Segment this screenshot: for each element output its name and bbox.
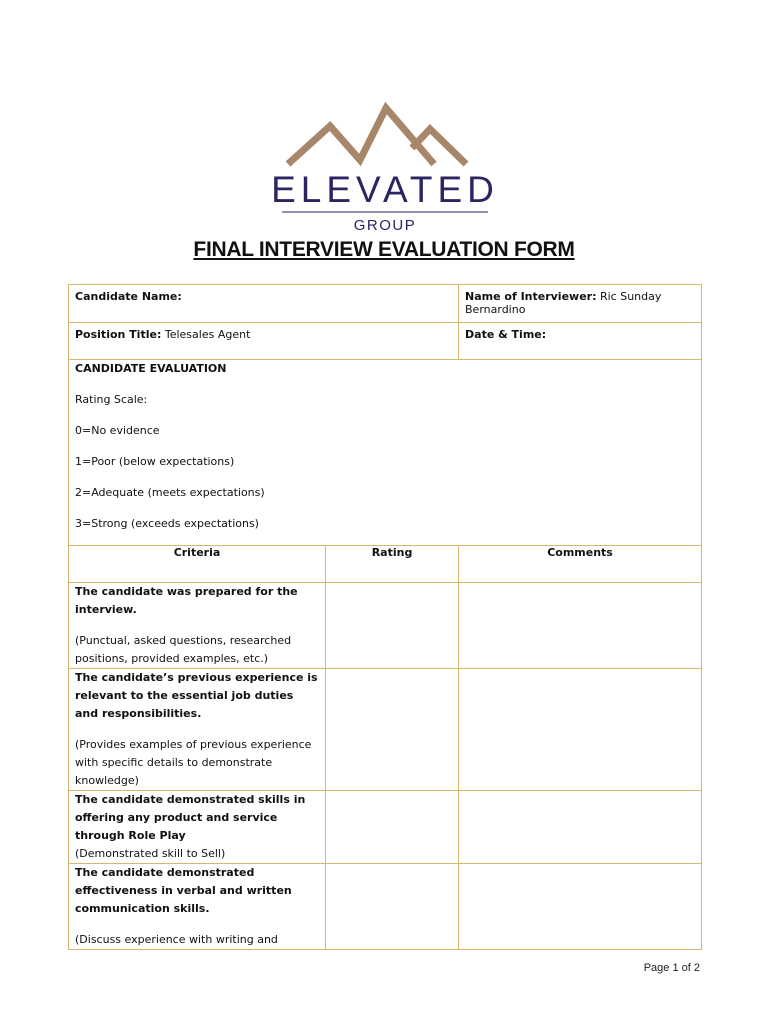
rating-scale-item: 3=Strong (exceeds expectations) [75,517,259,530]
logo-brand-text: ELEVATED [271,169,499,210]
criteria-detail: (Punctual, asked questions, researched positions, provided examples, etc.) [75,634,292,665]
criteria-row [69,669,702,791]
criteria-row [69,791,702,864]
criteria-column-header: Criteria [69,546,326,583]
rating-cell[interactable] [326,791,459,864]
position-title-label: Position Title: [75,328,162,341]
criteria-detail: (Demonstrated skill to Sell) [75,847,226,860]
evaluation-form-table [68,284,702,950]
comments-cell[interactable] [459,669,702,791]
info-row-2 [69,323,702,360]
interviewer-cell[interactable] [459,285,702,323]
position-title-cell[interactable] [69,323,459,360]
mountains-icon [288,108,466,164]
criteria-title: The candidate demonstrated skills in offering any product and service through Role Play [75,793,306,842]
page-number [644,962,700,974]
criteria-title: The candidate demonstrated effectiveness in verbal and written communication skills. [75,866,292,915]
criteria-row [69,864,702,950]
criteria-row [69,583,702,669]
interviewer-value: Ric Sunday Bernardino [465,290,662,316]
criteria-title: The candidate was prepared for the interview. [75,585,298,616]
candidate-evaluation-heading: CANDIDATE EVALUATION [75,362,227,375]
comments-column-header: Comments [459,546,702,583]
candidate-name-cell[interactable] [69,285,459,323]
info-row-1 [69,285,702,323]
criteria-cell [69,583,326,669]
criteria-detail: (Provides examples of previous experience with specific details to demonstrate knowledge) [75,738,312,787]
criteria-cell [69,669,326,791]
page-prefix: Page [643,962,673,974]
criteria-cell [69,864,326,950]
date-time-cell[interactable] [459,323,702,360]
criteria-cell [69,791,326,864]
rating-scale-item: 2=Adequate (meets expectations) [75,486,265,499]
page-total: 2 [693,962,700,974]
page-of: of [678,962,694,974]
criteria-header-row [69,546,702,583]
criteria-title: The candidate’s previous experience is relevant to the essential job duties and responsibilities. [75,671,318,720]
rating-cell[interactable] [326,583,459,669]
elevated-group-logo-graphic [268,96,500,238]
page-current: 1 [672,962,679,974]
rating-scale-label: Rating Scale: [75,393,148,406]
rating-cell[interactable] [326,669,459,791]
comments-cell[interactable] [459,864,702,950]
date-time-label: Date & Time: [465,328,547,341]
logo-subtitle-text: GROUP [353,217,417,234]
rating-cell[interactable] [326,864,459,950]
candidate-name-label: Candidate Name: [75,290,182,303]
rating-column-header: Rating [326,546,459,583]
rating-scale-item: 0=No evidence [75,424,160,437]
candidate-evaluation-cell [69,360,702,546]
comments-cell[interactable] [459,583,702,669]
criteria-detail: (Discuss experience with writing and [75,933,278,946]
company-logo [268,96,500,238]
rating-scale-item: 1=Poor (below expectations) [75,455,235,468]
form-title: FINAL INTERVIEW EVALUATION FORM [193,238,575,261]
interviewer-label: Name of Interviewer: [465,290,597,303]
comments-cell[interactable] [459,791,702,864]
position-title-value: Telesales Agent [161,328,251,341]
candidate-evaluation-row [69,360,702,546]
